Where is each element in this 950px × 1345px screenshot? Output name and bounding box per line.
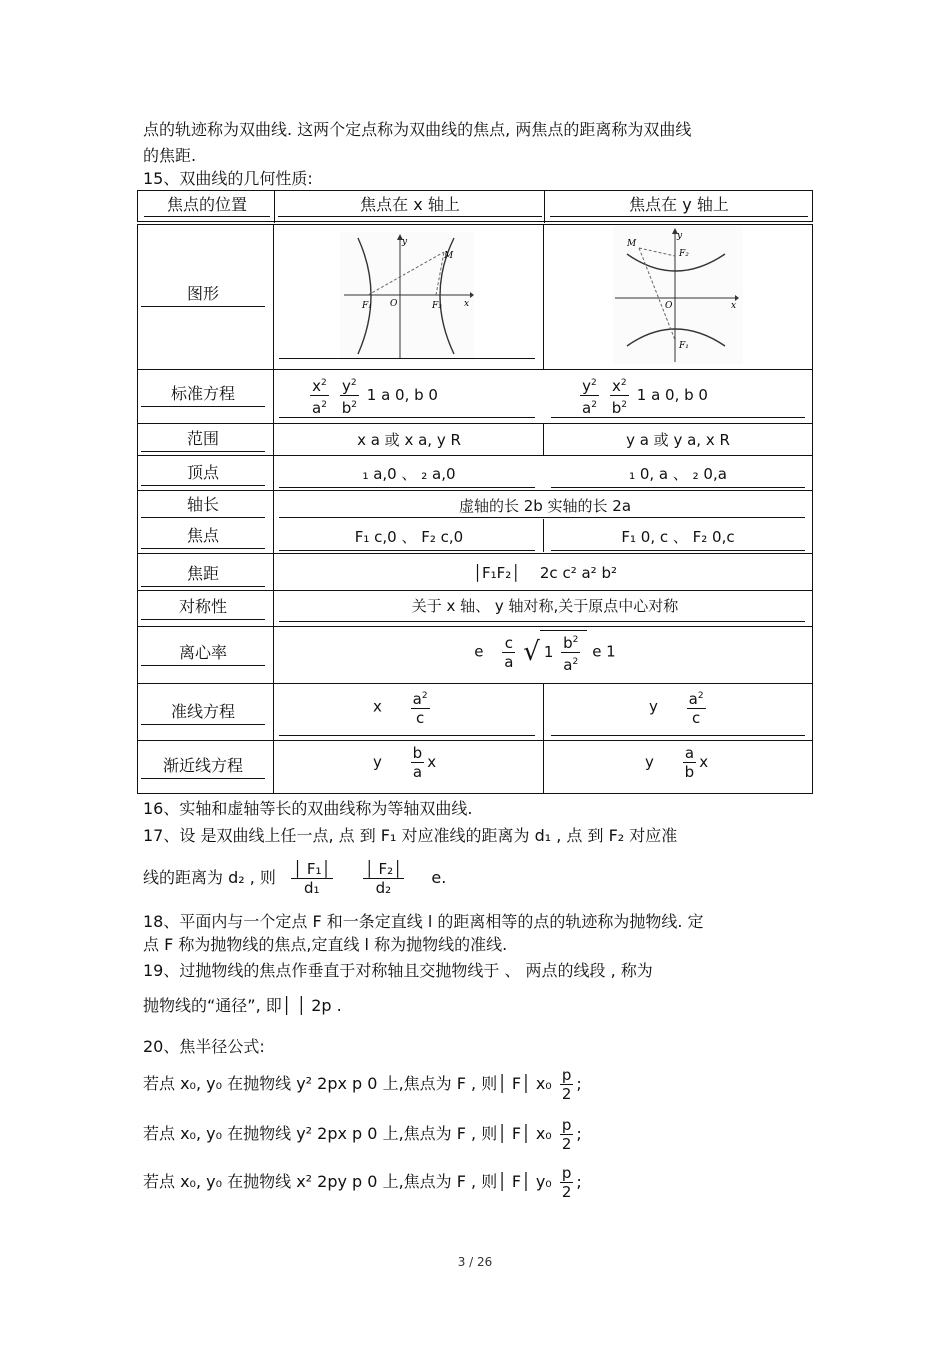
intro-line-2: 的焦距.	[143, 146, 197, 165]
row-label-symmetry: 对称性	[141, 595, 265, 620]
item-20-heading: 20、焦半径公式:	[143, 1037, 265, 1056]
fig-y-label-F1: F₁	[679, 341, 689, 351]
hyperbola-x-axis-figure	[340, 232, 474, 360]
row-label-eccentricity: 离心率	[141, 641, 265, 666]
row-label-directrix: 准线方程	[141, 700, 265, 725]
intro-line-1: 点的轨迹称为双曲线. 这两个定点称为双曲线的焦点, 两焦点的距离称为双曲线	[143, 120, 692, 139]
row-label-focus: 焦点	[141, 524, 265, 549]
page-number: 3 / 26	[457, 1255, 493, 1269]
row-label-focal-distance: 焦距	[141, 562, 265, 587]
item-19-line-2: 抛物线的“通径”, 即│ │ 2p .	[143, 996, 342, 1015]
asymptote-x: y $\frac{b}{a}$ x	[373, 744, 437, 781]
row-label-range: 范围	[141, 427, 265, 452]
range-y: y a 或 y a, x R	[626, 431, 730, 449]
fig-y-label-y: y	[677, 231, 683, 241]
item-17-line-1: 17、设 是双曲线上任一点, 点 到 F₁ 对应准线的距离为 d₁ , 点 到 F₂ 对应准	[143, 826, 678, 845]
focal-radius-line-2: 若点 x₀, y₀ 在抛物线 y² 2px p 0 上,焦点为 F , 则│ F│ x₀ $\frac{p}{2}$ ;	[143, 1116, 582, 1153]
hyperbola-y-axis-figure	[613, 226, 743, 364]
fig-x-label-M: M	[444, 251, 454, 261]
header-focus-y-axis: 焦点在 y 轴上	[550, 194, 808, 217]
header-focus-position: 焦点的位置	[144, 194, 270, 217]
item-18-line-1: 18、平面内与一个定点 F 和一条定直线 l 的距离相等的点的轨迹称为抛物线. 定	[143, 912, 704, 931]
item-17-line-2: 线的距离为 d₂ , 则 $\frac{\text{│ F₁│}}{\text{d₁}}$ $\frac{\text{│ F₂│}}{\text{d₂}}$ e.	[143, 860, 447, 897]
focal-distance: │F₁F₂│ 2c c² a² b²	[472, 564, 617, 582]
section-15-heading: 15、双曲线的几何性质:	[143, 169, 313, 188]
fig-x-label-x: x	[464, 299, 470, 309]
asymptote-y: y $\frac{a}{b}$ x	[645, 744, 709, 781]
focal-radius-line-3: 若点 x₀, y₀ 在抛物线 x² 2py p 0 上,焦点为 F , 则│ F│ y₀ $\frac{p}{2}$ ;	[143, 1164, 582, 1201]
std-eq-x: $\frac{x^2}{a^2}$ $\frac{y^2}{b^2}$ 1 a 0, b 0	[307, 374, 438, 417]
item-19-line-1: 19、过抛物线的焦点作垂直于对称轴且交抛物线于 、 两点的线段 , 称为	[143, 961, 653, 980]
table-header	[137, 190, 813, 222]
fig-x-label-F2: F₂	[432, 301, 442, 311]
axis-length: 虚轴的长 2b 实轴的长 2a	[458, 497, 632, 515]
row-label-figure: 图形	[141, 282, 265, 307]
header-focus-x-axis: 焦点在 x 轴上	[278, 194, 542, 217]
symmetry: 关于 x 轴、 y 轴对称,关于原点中心对称	[411, 597, 679, 615]
directrix-y: y $\frac{a^2}{c}$	[649, 687, 709, 727]
fig-x-label-O: O	[390, 299, 398, 309]
focal-radius-line-1: 若点 x₀, y₀ 在抛物线 y² 2px p 0 上,焦点为 F , 则│ F│ x₀ $\frac{p}{2}$ ;	[143, 1066, 582, 1103]
focus-y: F₁ 0, c 、 F₂ 0,c	[621, 528, 735, 546]
fig-y-label-F2: F₂	[679, 249, 689, 259]
row-label-standard-equation: 标准方程	[141, 382, 265, 407]
std-eq-y: $\frac{y^2}{a^2}$ $\frac{x^2}{b^2}$ 1 a 0, b 0	[577, 374, 708, 417]
focus-x: F₁ c,0 、 F₂ c,0	[354, 528, 464, 546]
row-label-axis-length: 轴长	[141, 493, 265, 518]
directrix-x: x $\frac{a^2}{c}$	[373, 687, 433, 727]
range-x: x a 或 x a, y R	[357, 431, 461, 449]
fig-y-label-M: M	[627, 239, 637, 249]
fig-y-label-x: x	[731, 301, 737, 311]
fig-y-label-O: O	[665, 301, 673, 311]
fig-x-label-y: y	[402, 237, 408, 247]
fig-x-label-F1: F₁	[362, 301, 372, 311]
row-label-asymptote: 渐近线方程	[141, 754, 265, 779]
vertex-y: ₁ 0, a 、 ₂ 0,a	[629, 465, 727, 483]
row-label-vertex: 顶点	[141, 461, 265, 486]
vertex-x: ₁ a,0 、 ₂ a,0	[362, 465, 456, 483]
eccentricity: e $\frac{c}{a}$ √ 1 $\frac{b^2}{a^2}$ e 1	[277, 630, 813, 674]
item-18-line-2: 点 F 称为抛物线的焦点,定直线 l 称为抛物线的准线.	[143, 935, 508, 954]
item-16: 16、实轴和虚轴等长的双曲线称为等轴双曲线.	[143, 799, 473, 818]
